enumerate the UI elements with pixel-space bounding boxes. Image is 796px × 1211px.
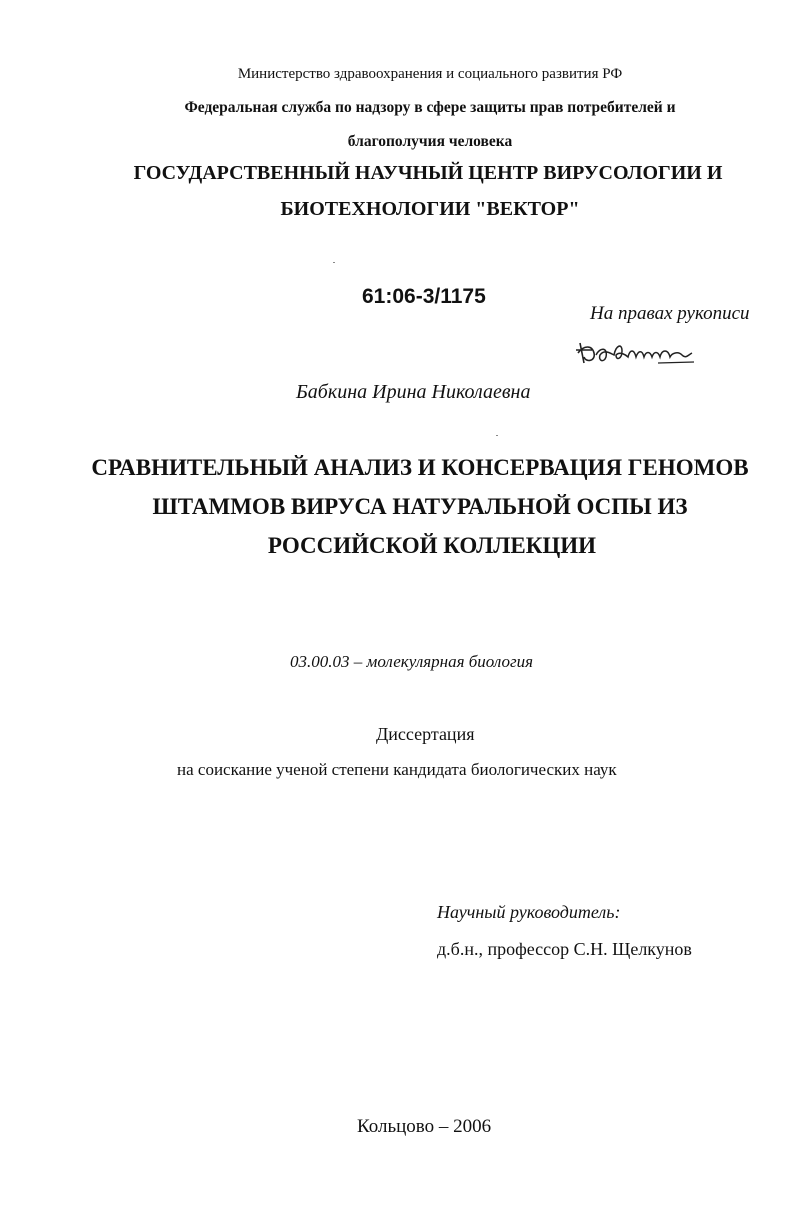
- author-signature: [570, 333, 710, 373]
- supervisor-label: Научный руководитель:: [437, 902, 621, 922]
- research-center-line-2: БИОТЕХНОЛОГИИ "ВЕКТОР": [280, 198, 580, 220]
- degree-statement: на соискание ученой степени кандидата биологических наук: [177, 760, 617, 779]
- dissertation-title-line-1: СРАВНИТЕЛЬНЫЙ АНАЛИЗ И КОНСЕРВАЦИЯ ГЕНОМОВ: [91, 455, 749, 480]
- research-center-line-1: ГОСУДАРСТВЕННЫЙ НАУЧНЫЙ ЦЕНТР ВИРУСОЛОГИИ И: [133, 162, 723, 184]
- ministry-line: Министерство здравоохранения и социального развития РФ: [237, 66, 623, 82]
- service-line-1: Федеральная служба по надзору в сфере защиты прав потребителей и: [184, 99, 676, 116]
- dissertation-title-line-2: ШТАММОВ ВИРУСА НАТУРАЛЬНОЙ ОСПЫ ИЗ: [152, 494, 688, 519]
- scan-speck: [333, 262, 335, 263]
- place-and-year: Кольцово – 2006: [357, 1116, 492, 1137]
- dissertation-title-line-3: РОССИЙСКОЙ КОЛЛЕКЦИИ: [267, 533, 597, 558]
- scan-speck: [496, 435, 498, 436]
- catalog-code: 61:06-3/1175: [362, 285, 486, 308]
- document-type: Диссертация: [376, 724, 475, 744]
- manuscript-rights-note: На правах рукописи: [590, 303, 750, 324]
- author-name: Бабкина Ирина Николаевна: [296, 381, 531, 403]
- service-line-2: благополучия человека: [347, 133, 513, 150]
- supervisor-name: д.б.н., профессор С.Н. Щелкунов: [437, 939, 692, 959]
- specialty-code: 03.00.03 – молекулярная биология: [290, 652, 534, 671]
